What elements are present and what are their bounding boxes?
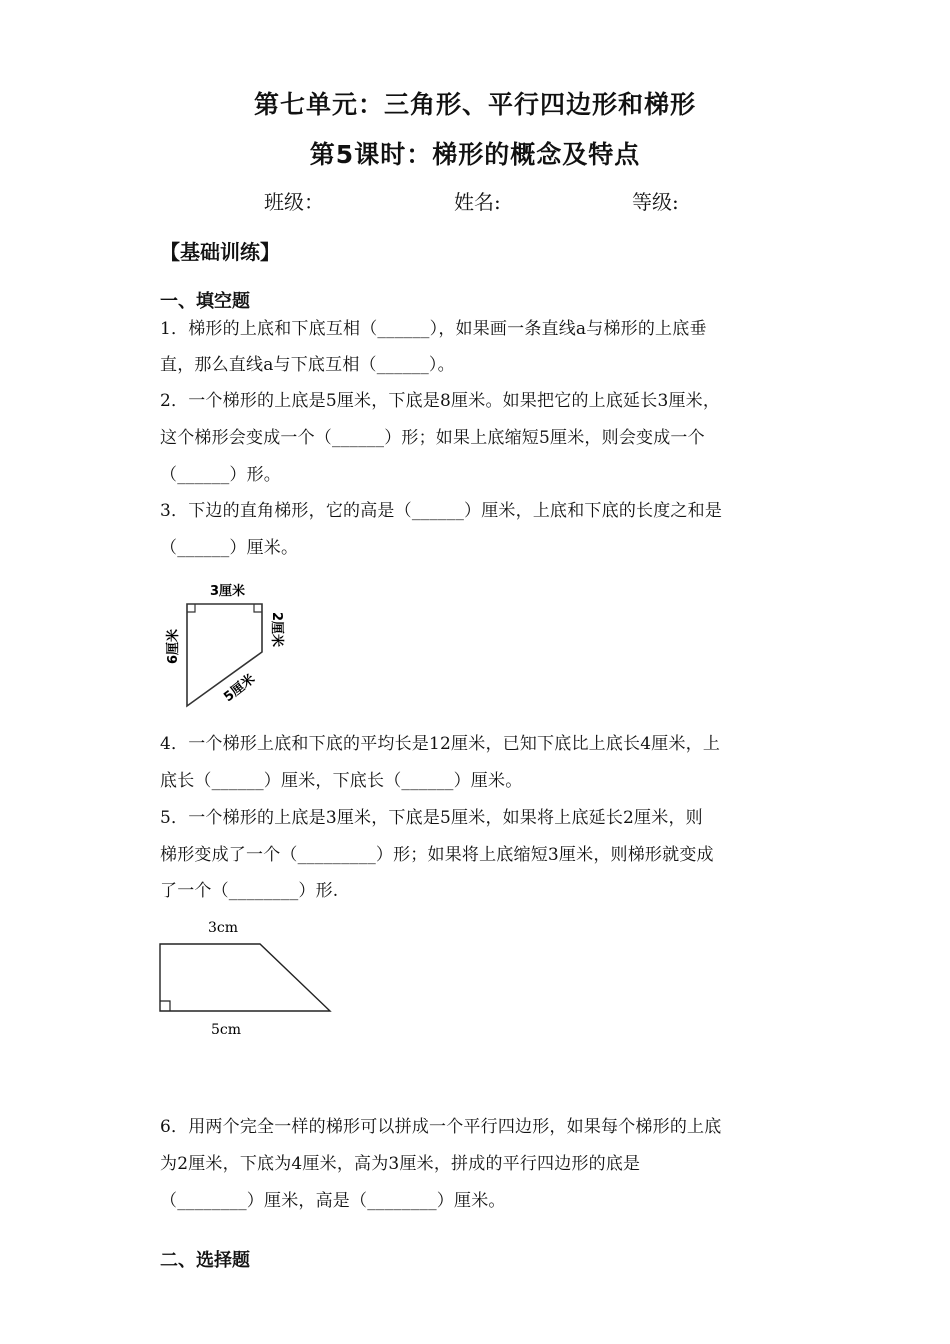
question-6-line-3: （________）厘米，高是（________）厘米。 [160,1191,506,1211]
question-3-line-2: （______）厘米。 [160,538,299,558]
question-5-line-3: 了一个（________）形. [160,881,339,901]
right-trapezoid-figure-q3 [160,576,300,711]
q3-top-base-label: 3厘米 [210,584,246,599]
section-fill-in-blank: 一、填空题 [160,291,250,312]
question-3-line-1: 3．下边的直角梯形，它的高是（______）厘米，上底和下底的长度之和是 [160,501,723,521]
question-2-line-3: （______）形。 [160,465,281,485]
page-title: 第七单元：三角形、平行四边形和梯形 [253,90,696,119]
question-5-line-2: 梯形变成了一个（_________）形；如果将上底缩短3厘米，则梯形就变成 [160,845,714,865]
grade-label: 等级: [632,190,679,214]
q3-slant-side-label: 5厘米 [221,671,259,706]
question-1-line-1: 1．梯形的上底和下底互相（______），如果画一条直线a与梯形的上底垂 [160,319,707,339]
q3-left-side-label: 6厘米 [166,628,181,664]
question-2-line-1: 2．一个梯形的上底是5厘米，下底是8厘米。如果把它的上底延长3厘米， [160,391,721,411]
question-6-line-1: 6．用两个完全一样的梯形可以拼成一个平行四边形，如果每个梯形的上底 [160,1117,722,1137]
q3-right-side-label: 2厘米 [269,612,284,648]
name-label: 姓名: [454,190,501,214]
question-1-line-2: 直，那么直线a与下底互相（______）。 [160,355,455,375]
q5-top-base-label: 3cm [208,920,239,936]
question-4-line-2: 底长（______）厘米，下底长（______）厘米。 [160,771,523,791]
lesson-subtitle: 第5课时：梯形的概念及特点 [309,140,641,169]
right-trapezoid-figure-q5 [150,912,350,1047]
question-5-line-1: 5．一个梯形的上底是3厘米，下底是5厘米，如果将上底延长2厘米，则 [160,808,703,828]
question-4-line-1: 4．一个梯形上底和下底的平均长是12厘米，已知下底比上底长4厘米，上 [160,734,721,754]
class-label: 班级： [264,190,324,214]
question-6-line-2: 为2厘米，下底为4厘米，高为3厘米，拼成的平行四边形的底是 [160,1154,641,1174]
question-2-line-2: 这个梯形会变成一个（______）形；如果上底缩短5厘米，则会变成一个 [160,428,705,448]
section-multiple-choice: 二、选择题 [160,1250,250,1271]
q5-bottom-base-label: 5cm [211,1022,242,1038]
section-basic-training: 【基础训练】 [160,240,280,264]
